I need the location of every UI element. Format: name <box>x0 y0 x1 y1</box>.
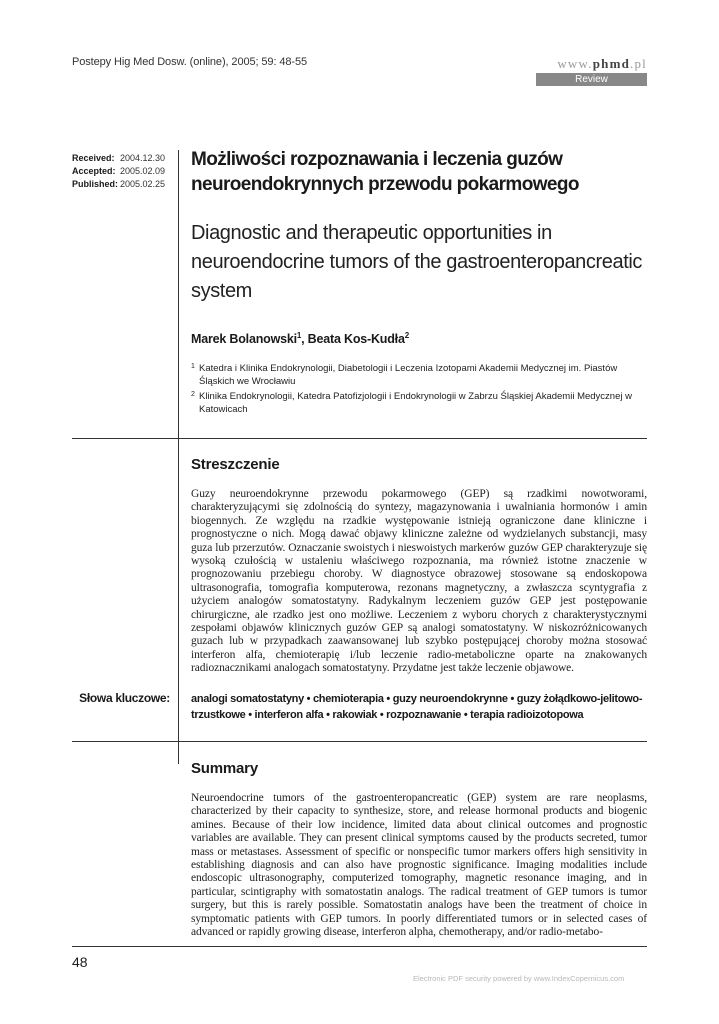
published-value: 2005.02.25 <box>120 179 166 189</box>
site-logo[interactable] <box>535 56 647 72</box>
author-1: Marek Bolanowski <box>191 332 297 347</box>
author-separator: , <box>301 332 308 347</box>
site-brand: phmd <box>592 56 631 71</box>
streszczenie-heading: Streszczenie <box>191 456 280 473</box>
article-type-badge: Review <box>536 73 647 86</box>
summary-heading: Summary <box>191 760 258 777</box>
authors <box>191 331 409 346</box>
site-prefix: www. <box>557 56 593 71</box>
affiliation-2 <box>191 390 651 416</box>
section-divider-middle <box>72 741 647 742</box>
affiliation-1-text: Katedra i Klinika Endokrynologii, Diabetologii i Leczenia Izotopami Akademii Medycznej im. Piastów Śląskich we Wrocławiu <box>199 363 618 387</box>
affiliations <box>191 362 651 418</box>
site-suffix: .pl <box>630 56 647 71</box>
affiliation-1 <box>191 362 651 388</box>
article-dates <box>72 152 165 191</box>
received-label: Received: <box>72 153 115 163</box>
author-2-affil: 2 <box>404 331 409 340</box>
journal-citation: Postepy Hig Med Dosw. (online), 2005; 59: 48-55 <box>72 56 307 68</box>
received-value: 2004.12.30 <box>120 153 166 163</box>
section-divider-top <box>72 438 647 439</box>
accepted-label: Accepted: <box>72 166 116 176</box>
page-number: 48 <box>72 954 88 970</box>
security-footer: Electronic PDF security powered by www.IndexCopernicus.com <box>413 974 625 983</box>
keywords-text: analogi somatostatyny • chemioterapia • guzy neuroendokrynne • guzy żołądkowo-jelitowo-trzustkowe • interferon alfa • rakowiak • rozpoznawanie • terapia radioizotopowa <box>191 693 643 721</box>
published-date-row <box>72 178 165 191</box>
streszczenie-text: Guzy neuroendokrynne przewodu pokarmowego (GEP) są rzadkimi nowotworami, charakteryzującymi się zdolnością do syntezy, magazynowania i uwalniania hormonów i amin biogennych. Ze względu na rzadkie występowanie istnieją ograniczone dane kliniczne i prognostyczne o nich. Mogą dawać objawy kliniczne zależne od wydzielanych substancji, masy guza lub przerzutów. Oznaczanie swoistych i nieswoistych markerów guzów GEP charakteryzuje się wysoką czułością w ustaleniu właściwego rozpoznania, ma również istotne znaczenie w prognozowaniu przebiegu choroby. W diagnostyce obrazowej stosowane są endoskopowa ultrasonografia, tomografia komputerowa, rezonans magnetyczny, a zwłaszcza scyntygrafia z użyciem analogów somatostatyny. Radykalnym leczeniem guzów GEP jest postępowanie chirurgiczne, ale rzadko jest ono możliwe. Leczeniem z wyboru chorych z charakterystycznymi zespołami objawów klinicznych guzów GEP są analogi somatostatyny. W niskozróżnicowanych guzach lub w przypadkach zaawansowanej lub szybko postępującej choroby można stosować interferon alfa, chemioterapię i/lub leczenie radio-metaboliczne oparte na znakowanych radioznacznikami analogach somatostatyny. Przydatne jest także leczenie objawowe. <box>191 488 647 675</box>
title-polish: Możliwości rozpoznawania i leczenia guzów neuroendokrynnych przewodu pokarmowego <box>191 149 579 195</box>
keywords-label: Słowa kluczowe: <box>79 691 170 705</box>
affiliation-2-number: 2 <box>191 391 195 398</box>
affiliation-1-number: 1 <box>191 363 195 370</box>
title-english: Diagnostic and therapeutic opportunities in neuroendocrine tumors of the gastroenteropancreatic system <box>191 222 642 302</box>
footer-divider <box>72 946 647 947</box>
accepted-date-row <box>72 165 165 178</box>
author-2: Beata Kos-Kudła <box>307 332 405 347</box>
published-label: Published: <box>72 179 119 189</box>
accepted-value: 2005.02.09 <box>120 166 166 176</box>
affiliation-2-text: Klinika Endokrynologii, Katedra Patofizjologii i Endokrynologii w Zabrzu Śląskiej Akademii Medycznej w Katowicach <box>199 391 632 415</box>
column-divider <box>178 150 179 764</box>
summary-text: Neuroendocrine tumors of the gastroenteropancreatic (GEP) system are rare neoplasms, characterized by their capacity to synthesize, store, and release hormonal products and biogenic amines. Because of their low incidence, limited data about clinical outcomes and prognostic variables are available. They can present clinical symptoms caused by the products secreted, tumor mass or metastases. Assessment of specific or nonspecific tumor markers offers high sensitivity in establishing diagnosis and can also have prognostic significance. Imaging modalities include endoscopic ultrasonography, computerized tomography, magnetic resonance imaging, and in particular, scintigraphy with somatostatin analogs. The radical treatment of GEP tumors is tumor surgery, but this is rarely possible. Somatostatin analogs have been the treatment of choice in symptomatic patients with GEP tumors. In poorly differentiated tumors or in selected cases of advanced or rapidly growing disease, interferon alpha, chemotherapy, and/or radio-metabo- <box>191 792 647 939</box>
author-1-affil: 1 <box>296 331 302 340</box>
received-date-row <box>72 152 165 165</box>
